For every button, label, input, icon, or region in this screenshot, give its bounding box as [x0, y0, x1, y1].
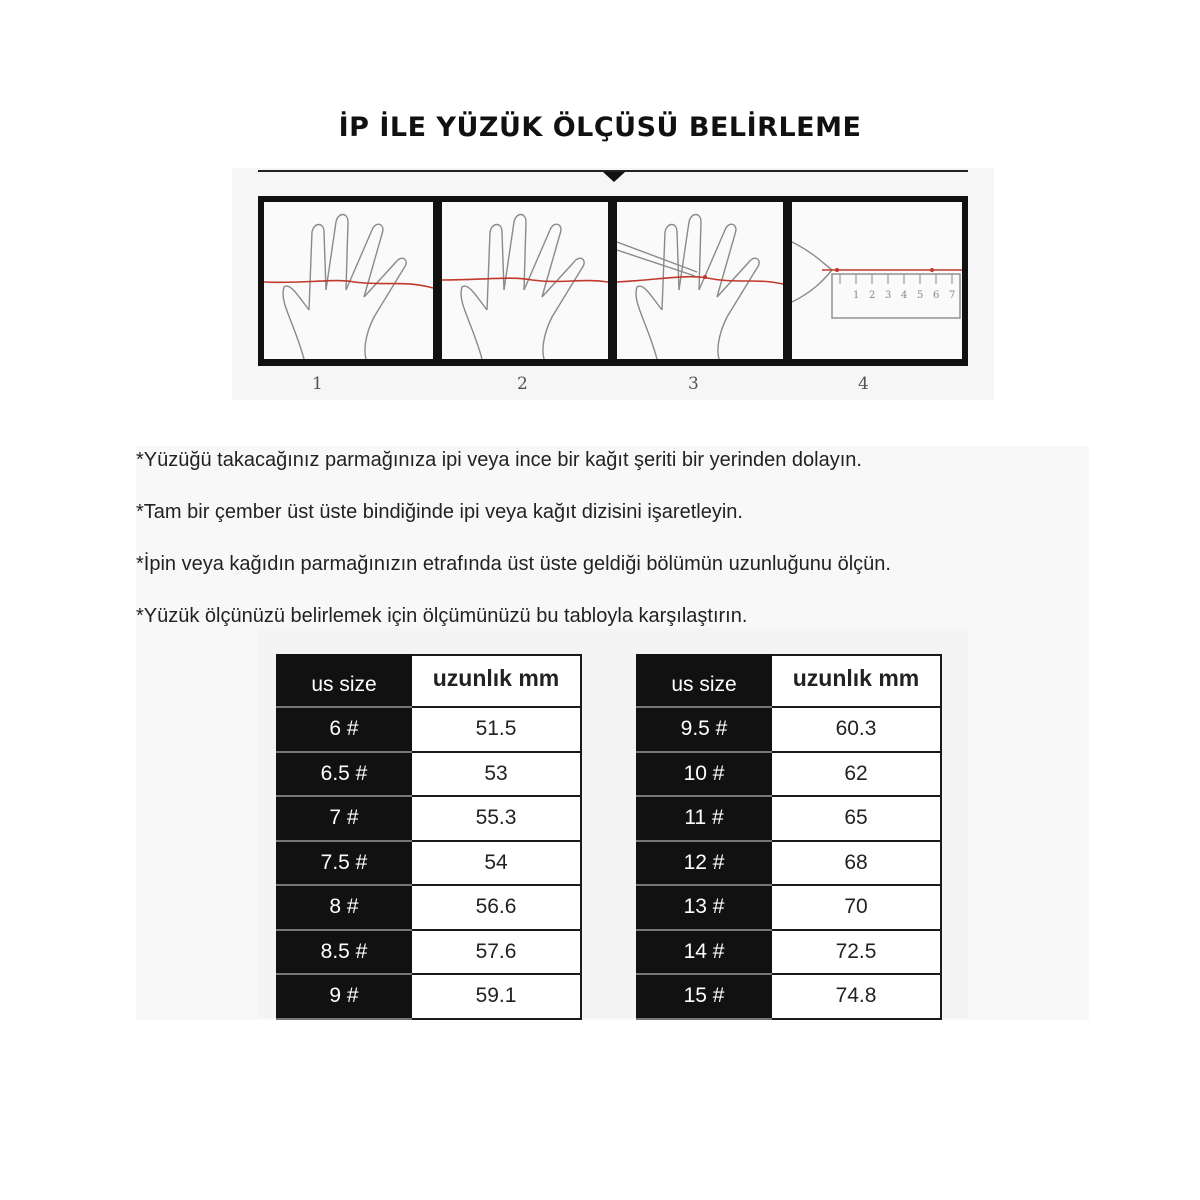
length-cell: 60.3: [771, 707, 941, 752]
table-header-row: [277, 655, 581, 707]
step-1-illustration: [264, 202, 433, 359]
length-cell: 68: [771, 841, 941, 886]
ruler-tick: 3: [885, 290, 892, 301]
header-length-mm: uzunlık mm: [411, 655, 581, 707]
hand-thread-icon: [442, 202, 608, 359]
instruction-line: *Yüzüğü takacağınız parmağınıza ipi veya ince bir kağıt şeriti bir yerinden dolayın.: [136, 449, 862, 471]
us-size-cell: 12 #: [637, 841, 771, 886]
table-row: [637, 752, 941, 797]
length-cell: 72.5: [771, 930, 941, 975]
step-number: 4: [858, 374, 869, 394]
us-size-cell: 14 #: [637, 930, 771, 975]
us-size-cell: 10 #: [637, 752, 771, 797]
length-cell: 57.6: [411, 930, 581, 975]
step-panels: [258, 196, 968, 366]
step-4-illustration: [792, 202, 962, 359]
table-row: [277, 752, 581, 797]
table-row: [637, 930, 941, 975]
length-cell: 62: [771, 752, 941, 797]
header-us-size: us size: [637, 655, 771, 707]
size-table-right: [636, 654, 942, 1020]
table-row: [637, 885, 941, 930]
table-row: [277, 841, 581, 886]
ruler-tick: 2: [869, 290, 876, 301]
length-cell: 56.6: [411, 885, 581, 930]
us-size-cell: 11 #: [637, 796, 771, 841]
step-2-illustration: [442, 202, 608, 359]
header-length-mm: uzunlık mm: [771, 655, 941, 707]
ruler-tick: 4: [901, 290, 908, 301]
length-cell: 65: [771, 796, 941, 841]
table-row: [277, 930, 581, 975]
instruction-line: *Tam bir çember üst üste bindiğinde ipi veya kağıt dizisini işaretleyin.: [136, 501, 743, 523]
us-size-cell: 15 #: [637, 974, 771, 1019]
ruler-tick: 6: [933, 290, 940, 301]
us-size-cell: 9.5 #: [637, 707, 771, 752]
us-size-cell: 8.5 #: [277, 930, 411, 975]
us-size-cell: 13 #: [637, 885, 771, 930]
step-number: 1: [312, 374, 323, 394]
length-cell: 74.8: [771, 974, 941, 1019]
us-size-cell: 8 #: [277, 885, 411, 930]
instruction-line: *İpin veya kağıdın parmağınızın etrafında üst üste geldiği bölümün uzunluğunu ölçün.: [136, 553, 891, 575]
length-cell: 55.3: [411, 796, 581, 841]
instruction-line: *Yüzük ölçünüzü belirlemek için ölçümünüzü bu tabloyla karşılaştırın.: [136, 605, 748, 627]
table-row: [277, 885, 581, 930]
us-size-cell: 6.5 #: [277, 752, 411, 797]
table-row: [637, 707, 941, 752]
header-us-size: us size: [277, 655, 411, 707]
table-row: [277, 707, 581, 752]
hand-thread-icon: [264, 202, 433, 359]
length-cell: 59.1: [411, 974, 581, 1019]
table-row: [277, 796, 581, 841]
page-title: İP İLE YÜZÜK ÖLÇÜSÜ BELİRLEME: [338, 112, 862, 143]
ruler-tick: 7: [949, 290, 956, 301]
ruler-tick: 1: [853, 290, 860, 301]
us-size-cell: 7.5 #: [277, 841, 411, 886]
hand-pen-icon: [617, 202, 783, 359]
length-cell: 51.5: [411, 707, 581, 752]
length-cell: 53: [411, 752, 581, 797]
ruler-tick: 5: [917, 290, 924, 301]
us-size-cell: 9 #: [277, 974, 411, 1019]
length-cell: 54: [411, 841, 581, 886]
length-cell: 70: [771, 885, 941, 930]
table-row: [637, 974, 941, 1019]
table-row: [637, 796, 941, 841]
us-size-cell: 7 #: [277, 796, 411, 841]
step-number: 3: [688, 374, 699, 394]
table-row: [637, 841, 941, 886]
table-header-row: [637, 655, 941, 707]
ruler-icon: [792, 202, 962, 359]
step-number: 2: [517, 374, 528, 394]
us-size-cell: 6 #: [277, 707, 411, 752]
step-3-illustration: [617, 202, 783, 359]
down-arrow-icon: [603, 172, 625, 182]
table-row: [277, 974, 581, 1019]
size-table-left: [276, 654, 582, 1020]
